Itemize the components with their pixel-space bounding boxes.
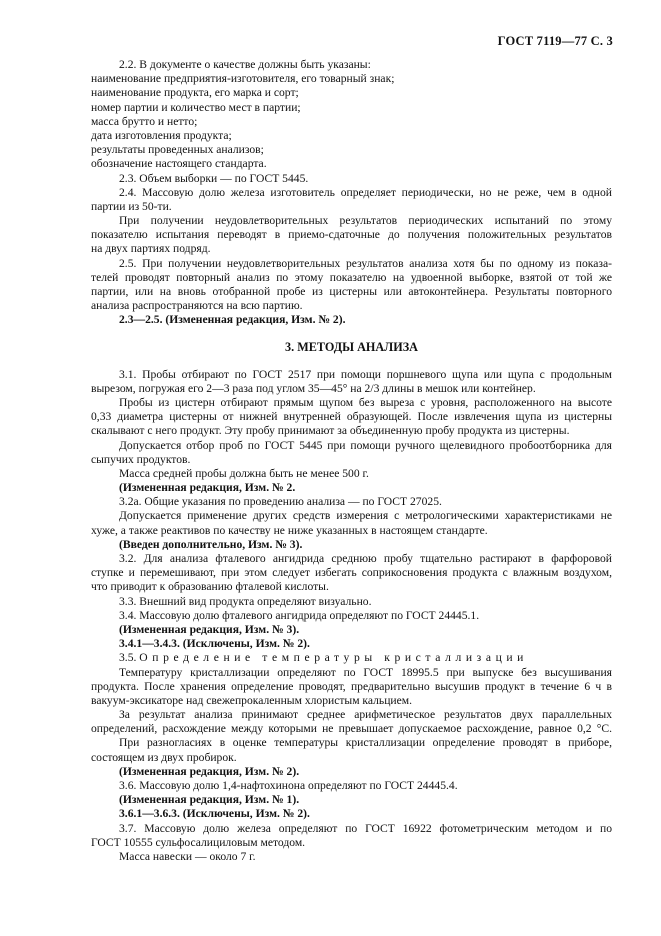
subsection-heading — [91, 651, 612, 665]
text-line: Масса навески — около 7 г. — [119, 849, 256, 863]
text-line: Допускается отбор проб по ГОСТ 5445 при помощи ручного щелевидного пробоотборника для — [119, 438, 612, 452]
text-line: 3.1. Пробы отбирают по ГОСТ 2517 при помощи поршневого щупа или щупа с продольным — [119, 367, 612, 381]
text-line: ступке и перемешивают, при этом следует избегать соприкосновения продукта с влажным воздухом, — [91, 566, 612, 580]
text-line: дата изготовления продукта; — [91, 128, 232, 142]
text-line: наименование предприятия-изготовителя, его товарный знак; — [91, 72, 395, 86]
text-line: 3.2. Для анализа фталевого ангидрида среднюю пробу тщательно растирают в фарфоровой — [119, 552, 612, 565]
text-line: масса брутто и нетто; — [91, 114, 198, 128]
amendment-note: (Измененная редакция, Изм. № 2. — [119, 481, 296, 495]
text-line: 3.7. Массовую долю железа определяют по ГОСТ 16922 фотометрическим методом и по — [119, 821, 612, 835]
page-header: ГОСТ 7119—77 С. 3 — [497, 34, 613, 48]
text-line: результаты проведенных анализов; — [91, 143, 264, 157]
text-line: наименование продукта, его марка и сорт; — [91, 86, 299, 100]
text-line: обозначение настоящего стандарта. — [91, 157, 267, 171]
text-line: партии, или на вновь отобранной пробе из цистерны или автоконтейнера. Результаты повторного — [91, 285, 612, 298]
text-line: 3.6. Массовую долю 1,4-нафтохинона определяют по ГОСТ 24445.4. — [119, 779, 458, 792]
text-line: Допускается применение других средств измерения с метрологическими характеристиками не — [119, 509, 612, 523]
text-line: 3.2а. Общие указания по проведению анализа — по ГОСТ 27025. — [119, 495, 442, 509]
text-line: вырезом, погружая его 2—3 раза под углом 35—45° на 2/3 длины в мешок или контейнер. — [91, 381, 536, 395]
text-line: определений, расхождение между которыми не превышает допускаемое расхождение, равное 0,2 °С. — [91, 722, 612, 736]
text-line: За результат анализа принимают среднее арифметическое результатов двух параллельных — [119, 708, 612, 722]
amendment-note: (Измененная редакция, Изм. № 3). — [119, 622, 300, 636]
text-line: 3.3. Внешний вид продукта определяют визуально. — [119, 594, 372, 608]
text-line: Температуру кристаллизации определяют по ГОСТ 18995.5 при выпуске без высушивания — [119, 665, 612, 679]
text-line: 0,33 диаметра цистерны от нижней внутренней образующей. После извлечения щупа из цистерны — [91, 410, 612, 424]
text-line: 2.2. В документе о качестве должны быть указаны: — [119, 58, 371, 71]
amendment-note: 3.6.1—3.6.3. (Исключены, Изм. № 2). — [119, 807, 310, 821]
text-line: вакуум-эксикаторе над свежепрокаленным хлористым кальцием. — [91, 693, 413, 707]
section-heading: 3. МЕТОДЫ АНАЛИЗА — [285, 339, 418, 354]
text-line: хуже, а также реактивов по качеству не ниже указанных в настоящем стандарте. — [91, 523, 488, 537]
text-line: скалывают с него продукт. Эту пробу принимают за объединенную пробу продукта из цистерны. — [91, 424, 570, 438]
text-line: 2.3. Объем выборки — по ГОСТ 5445. — [119, 171, 309, 185]
text-line: При получении неудовлетворительных результатов периодических испытаний по этому — [119, 214, 612, 228]
amendment-note: (Измененная редакция, Изм. № 2). — [119, 764, 300, 778]
text-line: партии из 50-ти. — [91, 199, 172, 213]
text-line: показателю испытания переводят в приемо-сдаточные до получения положительных результатов — [91, 228, 612, 242]
text-line: Масса средней пробы должна быть не менее 500 г. — [119, 466, 369, 480]
text-line: что приводит к образованию фталевой кислоты. — [91, 580, 329, 594]
text-line: Пробы из цистерн отбирают прямым щупом без выреза с уровня, расположенного на высоте — [119, 395, 612, 409]
text-line: продукта. После хранения определение проводят, предварительно высушив продукт в течение 6 ч в — [91, 679, 612, 693]
amendment-note: 3.4.1—3.4.3. (Исключены, Изм. № 2). — [119, 637, 310, 651]
text-line: 2.5. При получении неудовлетворительных результатов анализа хотя бы по одному из показа- — [119, 256, 612, 270]
amendment-note: 2.3—2.5. (Измененная редакция, Изм. № 2). — [119, 313, 346, 327]
amendment-note: (Измененная редакция, Изм. № 1). — [119, 793, 300, 807]
text-line: анализа распространяются на всю партию. — [91, 299, 303, 313]
item-number: 3.5. — [119, 651, 137, 665]
spaced-heading: Определение температуры кристаллизации — [139, 651, 528, 665]
text-line: сыпучих продуктов. — [91, 452, 191, 466]
text-line: состоящем из двух пробирок. — [91, 750, 237, 764]
text-line: телей проводят повторный анализ по этому показателю на удвоенной выборке, взятой от той же — [91, 270, 612, 284]
text-line: ГОСТ 10555 сульфосалициловым методом. — [91, 835, 306, 849]
document-body — [91, 58, 612, 864]
text-line: на двух партиях подряд. — [91, 242, 211, 256]
text-line: 3.4. Массовую долю фталевого ангидрида определяют по ГОСТ 24445.1. — [119, 608, 480, 622]
amendment-note: (Введен дополнительно, Изм. № 3). — [119, 537, 303, 551]
text-line: 2.4. Массовую долю железа изготовитель определяет периодически, но не реже, чем в одной — [119, 185, 612, 199]
text-line: номер партии и количество мест в партии; — [91, 100, 301, 114]
text-line: При разногласиях в оценке температуры кристаллизации определение проводят в приборе, — [119, 736, 612, 750]
